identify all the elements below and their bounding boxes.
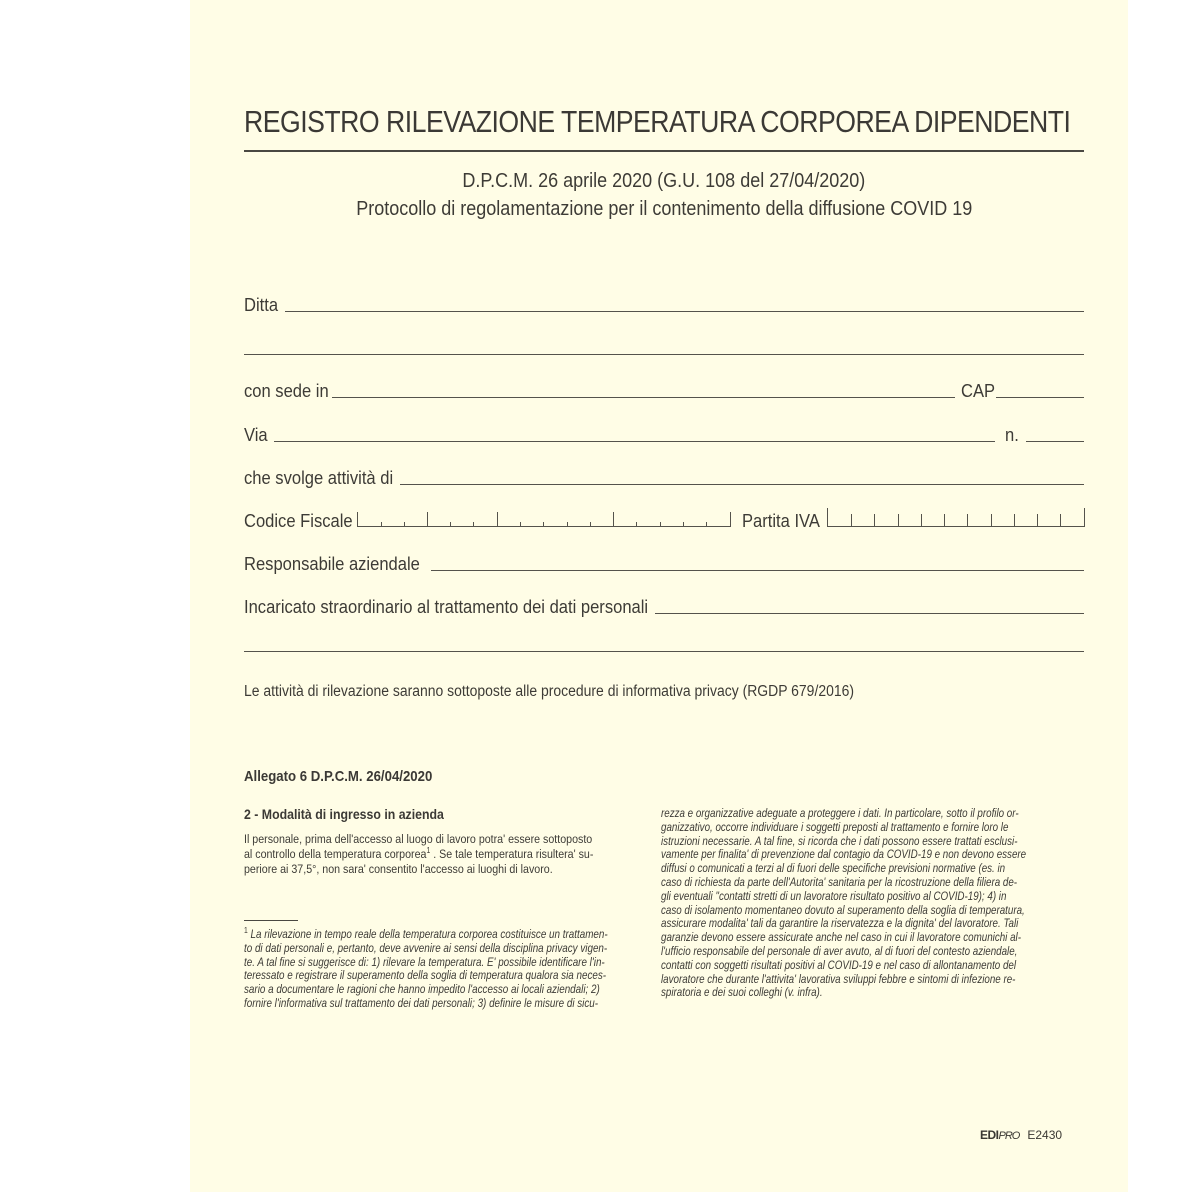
ditta-row — [244, 292, 1084, 316]
partita-iva-label: Partita IVA — [742, 511, 820, 531]
codice-fiscale-label: Codice Fiscale — [244, 511, 353, 531]
attivita-field[interactable] — [400, 484, 1084, 485]
footnote-line: ganizzativo, occorre individuare i soggetti preposti al trattamento e fornire loro le — [661, 820, 1009, 834]
footnote-line: sario a documentare le ragioni che hanno impedito l'accesso ai locali aziendali; 2) — [244, 983, 600, 997]
incaricato-label: Incaricato straordinario al trattamento dei dati personali — [244, 597, 649, 617]
partita-iva-boxes[interactable] — [827, 508, 1085, 527]
sede-row — [244, 378, 1084, 402]
footnote-line: $^1$ La rilevazione in tempo reale della temperatura corporea costituisce un trattamen- — [244, 926, 608, 941]
product-code: E2430 — [1027, 1128, 1063, 1142]
footnote-marker: 1 — [244, 926, 248, 936]
incaricato-field[interactable] — [655, 613, 1084, 614]
numero-label: n. — [1004, 425, 1019, 445]
via-field[interactable] — [274, 441, 995, 442]
numero-field[interactable] — [1026, 441, 1084, 442]
footnote-line: diffusi o comunicati a terzi al di fuori delle specifiche previsioni normative (es. in — [661, 862, 1006, 876]
ditta-field[interactable] — [285, 311, 1084, 312]
footnote-line: teressato e registrare il superamento della soglia di temperatura qualora sia neces- — [244, 969, 607, 983]
protocol-subtitle — [244, 198, 1084, 221]
via-row — [244, 422, 1084, 446]
footnote-line: assicurare modalita' tali da garantire la riservatezza e la dignita' del lavoratore. Tali — [661, 917, 1019, 931]
footnote-line: l'ufficio responsabile del personale di aver avuto, al di fuori del contesto aziendale, — [661, 944, 1018, 958]
footnote-line: caso di richiesta da parte dell'Autorita' sanitaria per la ricostruzione della filiera de- — [661, 875, 1018, 889]
footnote-ref[interactable]: 1 — [426, 846, 431, 856]
brand-logo-pro: PRO — [998, 1130, 1020, 1142]
cap-label: CAP — [960, 381, 996, 401]
incaricato-field-line-2[interactable] — [244, 651, 1084, 652]
decree-reference — [244, 170, 1084, 193]
via-label: Via — [244, 425, 268, 445]
footnote — [244, 928, 608, 1011]
section-body — [244, 832, 593, 878]
footnote-line: vamente per finalita' di prevenzione dal contagio da COVID-19 e non devono essere — [661, 848, 1027, 862]
allegato-heading: Allegato 6 D.P.C.M. 26/04/2020 — [244, 768, 433, 785]
responsabile-row — [244, 551, 1084, 575]
ditta-label: Ditta — [244, 295, 279, 315]
ditta-field-line-2[interactable] — [244, 354, 1084, 355]
sede-field[interactable] — [332, 397, 955, 398]
footnote-line: contatti con soggetti risultati positivi al COVID-19 e nel caso di allontanamento del — [661, 958, 1017, 972]
footnote-divider — [244, 920, 298, 921]
protocol-subtitle-text: Protocollo di regolamentazione per il contenimento della diffusione COVID 19 — [355, 198, 973, 220]
footnote-continued — [661, 807, 1026, 1000]
incaricato-row — [244, 594, 1084, 618]
footnote-line: to di dati personali e, pertanto, deve avvenire ai sensi della disciplina privacy vigen- — [244, 941, 608, 955]
footnote-line: gli eventuali "contatti stretti di un lavoratore risultato positivo al COVID-19); 4) in — [661, 889, 1007, 903]
brand-logo-edi: EDI — [980, 1128, 999, 1142]
footnote-line: fornire l'informativa sul trattamento dei dati personali; 3) definire le misure di sicu- — [244, 996, 599, 1010]
body-line: al controllo della temperatura corporea$^1$ . Se tale temperatura risultera' su- — [244, 846, 594, 862]
publisher-mark — [980, 1128, 1062, 1142]
sede-label: con sede in — [244, 381, 329, 401]
footnote-line: lavoratore che durante l'attivita' lavorativa sviluppi febbre e sintomi di infezione re- — [661, 972, 1016, 986]
responsabile-field[interactable] — [431, 570, 1084, 571]
section-title: 2 - Modalità di ingresso in azienda — [244, 806, 444, 822]
footnote-line: caso di isolamento momentaneo dovuto al superamento della soglia di temperatura, — [661, 903, 1025, 917]
title-divider — [244, 150, 1084, 152]
codice-fiscale-boxes[interactable] — [357, 512, 731, 527]
body-line: periore ai 37,5°, non sara' consentito l'accesso ai luoghi di lavoro. — [244, 862, 553, 877]
footnote-line: spiratoria e dei suoi colleghi (v. infra). — [661, 986, 823, 1000]
footnote-line: istruzioni necessarie. A tal fine, si ricorda che i dati possono essere trattati esclusi- — [661, 834, 1018, 848]
footnote-line: rezza e organizzative adeguate a proteggere i dati. In particolare, sotto il profilo or- — [661, 807, 1019, 820]
attivita-label: che svolge attività di — [244, 468, 394, 488]
decree-reference-text: D.P.C.M. 26 aprile 2020 (G.U. 108 del 27/04/2020) — [462, 170, 866, 192]
footnote-line: garanzie devono essere assicurate anche nel caso in cui il lavoratore comunichi al- — [661, 931, 1021, 945]
document-title: REGISTRO RILEVAZIONE TEMPERATURA CORPOREA DIPENDENTI — [244, 104, 1071, 139]
cap-field[interactable] — [996, 397, 1084, 398]
responsabile-label: Responsabile aziendale — [244, 554, 420, 574]
attivita-row — [244, 465, 1084, 489]
footnote-line: te. A tal fine si suggerisce di: 1) rilevare la temperatura. E' possibile identificare l'in- — [244, 955, 605, 969]
body-line: Il personale, prima dell'accesso al luogo di lavoro potra' essere sottoposto — [244, 832, 593, 846]
privacy-note: Le attività di rilevazione saranno sottoposte alle procedure di informativa privacy (RGDP 679/2016) — [244, 683, 855, 700]
